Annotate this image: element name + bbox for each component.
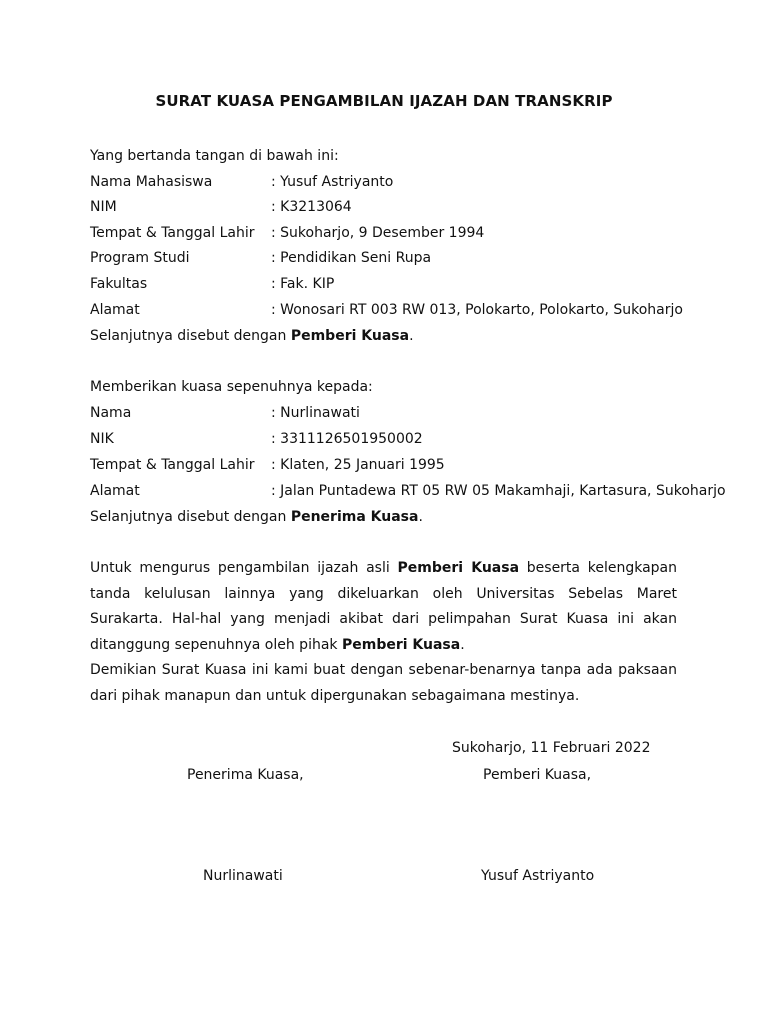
field-label: NIM <box>90 199 117 215</box>
field-label: Program Studi <box>90 250 190 266</box>
closing-suffix: . <box>418 509 423 525</box>
grantee-signature-name: Nurlinawati <box>203 868 283 884</box>
place-date: Sukoharjo, 11 Februari 2022 <box>452 740 651 756</box>
field-value: : K3213064 <box>271 199 352 215</box>
grantee-field-birth <box>90 455 445 475</box>
paragraph-text: Untuk mengurus pengambilan ijazah asli <box>90 560 398 576</box>
grantee-field-name <box>90 403 360 423</box>
closing-text: Selanjutnya disebut dengan <box>90 509 291 525</box>
paragraph-text: . <box>460 636 465 653</box>
grantor-field-nim <box>90 197 352 217</box>
grantor-signature-name: Yusuf Astriyanto <box>481 868 595 884</box>
field-value: : Sukoharjo, 9 Desember 1994 <box>271 225 485 241</box>
field-label: Tempat & Tanggal Lahir <box>90 225 255 241</box>
field-label: Alamat <box>90 483 140 499</box>
grantee-field-nik <box>90 429 423 449</box>
grantor-field-faculty <box>90 274 334 294</box>
closing-bold-term: Penerima Kuasa <box>290 509 419 525</box>
closing-paragraph: Demikian Surat Kuasa ini kami buat dengan sebenar-benarnya tanpa ada paksaan dari pihak manapun dan untuk dipergunakan sebagaimana mestinya. <box>90 662 677 704</box>
grantee-signature-label: Penerima Kuasa, <box>187 767 304 783</box>
field-value: : Jalan Puntadewa RT 05 RW 05 Makamhaji, Kartasura, Sukoharjo <box>271 483 726 499</box>
paragraph-bold-term: Pemberi Kuasa <box>341 636 461 653</box>
grantee-closing <box>90 507 423 527</box>
purpose-paragraph <box>90 556 677 658</box>
field-label: Nama <box>90 405 132 421</box>
grantor-closing <box>90 326 414 346</box>
field-label: Fakultas <box>90 276 148 292</box>
field-value: : Fak. KIP <box>271 276 335 292</box>
field-value: : 3311126501950002 <box>271 431 423 447</box>
closing-suffix: . <box>409 328 414 344</box>
grantor-field-program <box>90 248 431 268</box>
closing-text: Selanjutnya disebut dengan <box>90 328 291 344</box>
grantor-field-birth <box>90 223 484 243</box>
field-label: Nama Mahasiswa <box>90 174 213 190</box>
paragraph-text: beserta kelengkapan tanda kelulusan lainnya yang dikeluarkan oleh Universitas Sebelas Maret Surakarta. Hal-hal yang menjadi akibat dari pelimpahan Surat Kuasa ini akan ditanggung sepenuhnya oleh pihak <box>90 560 678 653</box>
grantee-intro: Memberikan kuasa sepenuhnya kepada: <box>90 379 373 395</box>
field-value: : Klaten, 25 Januari 1995 <box>271 457 445 473</box>
grantor-signature-label: Pemberi Kuasa, <box>483 767 592 783</box>
field-label: NIK <box>90 431 114 447</box>
field-label: Tempat & Tanggal Lahir <box>90 457 255 473</box>
field-value: : Yusuf Astriyanto <box>271 174 394 190</box>
field-label: Alamat <box>90 302 140 318</box>
field-value: : Pendidikan Seni Rupa <box>271 250 432 266</box>
field-value: : Nurlinawati <box>271 405 360 421</box>
grantor-intro: Yang bertanda tangan di bawah ini: <box>90 148 339 164</box>
grantor-field-address <box>90 300 683 320</box>
grantor-field-name <box>90 172 393 192</box>
document-title: SURAT KUASA PENGAMBILAN IJAZAH DAN TRANSKRIP <box>155 92 613 110</box>
paragraph-bold-term: Pemberi Kuasa <box>397 560 520 576</box>
grantee-field-address <box>90 481 726 501</box>
field-value: : Wonosari RT 003 RW 013, Polokarto, Polokarto, Sukoharjo <box>271 302 683 318</box>
closing-bold-term: Pemberi Kuasa <box>290 328 410 344</box>
